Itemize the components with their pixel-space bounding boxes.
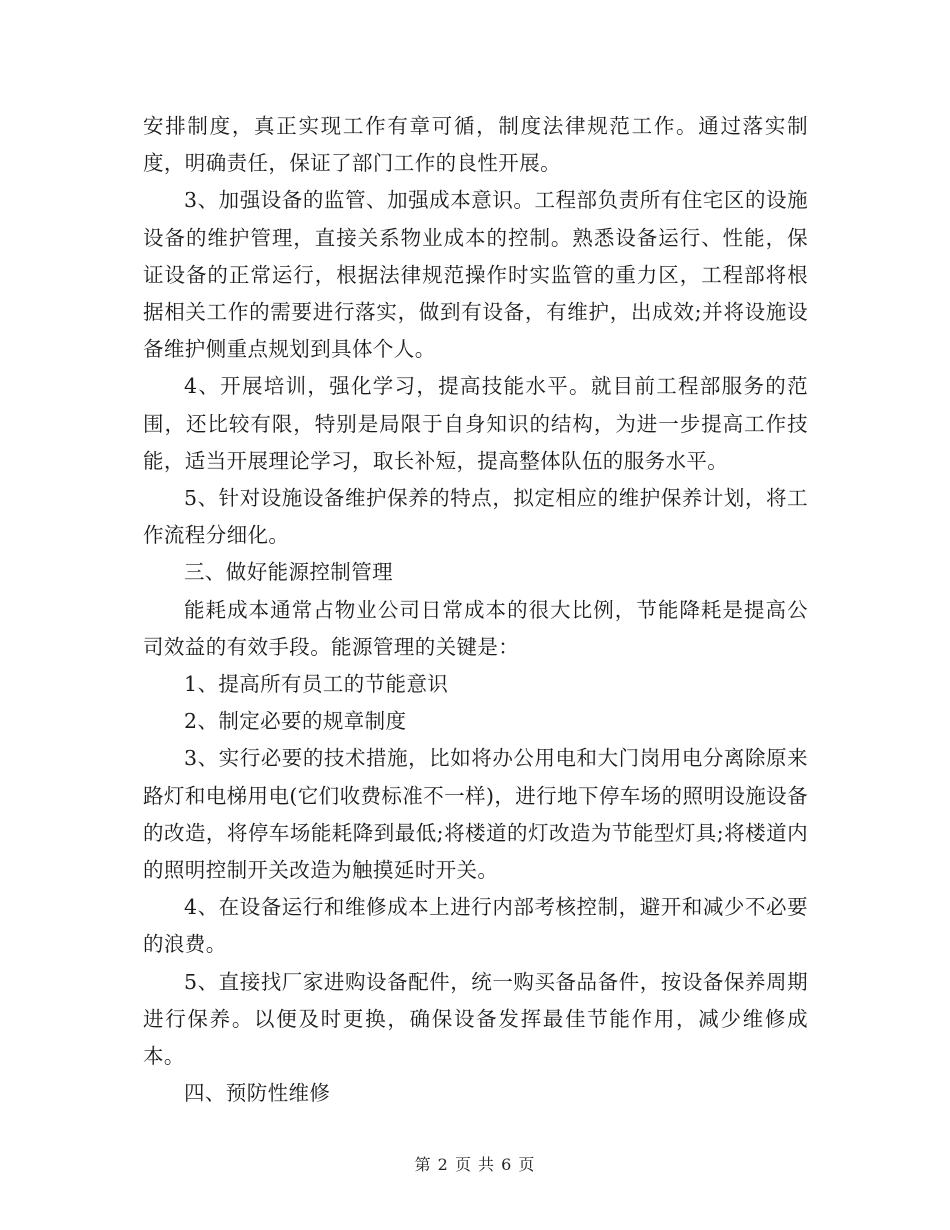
section-heading-preventive-maintenance: 四、预防性维修 xyxy=(184,1081,331,1106)
list-item-technical-measures: 3、实行必要的技术措施，比如将办公用电和大门岗用电分离除原来路灯和电梯用电(它们收费标准不一样)，进行地下停车场的照明设施设备的改造，将停车场能耗降到最低;将楼道的灯改造为节能型灯具;将楼道内的照明控制开关改造为触摸延时开关。 xyxy=(143,746,808,883)
list-item-energy-awareness: 1、提高所有员工的节能意识 xyxy=(184,672,449,697)
paragraph-item-5-maintenance-plan: 5、针对设施设备维护保养的特点，拟定相应的维护保养计划，将工作流程分细化。 xyxy=(143,486,808,548)
document-body xyxy=(143,108,808,1112)
paragraph-continuation: 安排制度，真正实现工作有章可循，制度法律规范工作。通过落实制度，明确责任，保证了部门工作的良性开展。 xyxy=(143,114,808,176)
list-item-cost-control: 4、在设备运行和维修成本上进行内部考核控制，避开和减少不必要的浪费。 xyxy=(143,895,808,957)
paragraph-item-4-training: 4、开展培训，强化学习，提高技能水平。就目前工程部服务的范围，还比较有限，特别是局限于自身知识的结构，为进一步提高工作技能，适当开展理论学习，取长补短，提高整体队伍的服务水平。 xyxy=(143,374,808,473)
section-heading-energy: 三、做好能源控制管理 xyxy=(184,560,393,585)
page-number: 第 2 页 共 6 页 xyxy=(414,1155,536,1174)
paragraph-item-3-equipment: 3、加强设备的监管、加强成本意识。工程部负责所有住宅区的设施设备的维护管理，直接关系物业成本的控制。熟悉设备运行、性能，保证设备的正常运行，根据法律规范操作时实监管的重力区，工程部将根据相关工作的需要进行落实，做到有设备，有维护，出成效;并将设施设备维护侧重点规划到具体个人。 xyxy=(143,188,808,362)
list-item-purchasing: 5、直接找厂家进购设备配件，统一购买备品备件，按设备保养周期进行保养。以便及时更换，确保设备发挥最佳节能作用，减少维修成本。 xyxy=(143,969,808,1069)
paragraph-energy-intro: 能耗成本通常占物业公司日常成本的很大比例，节能降耗是提高公司效益的有效手段。能源管理的关键是： xyxy=(143,597,808,659)
list-item-regulations: 2、制定必要的规章制度 xyxy=(184,709,407,734)
